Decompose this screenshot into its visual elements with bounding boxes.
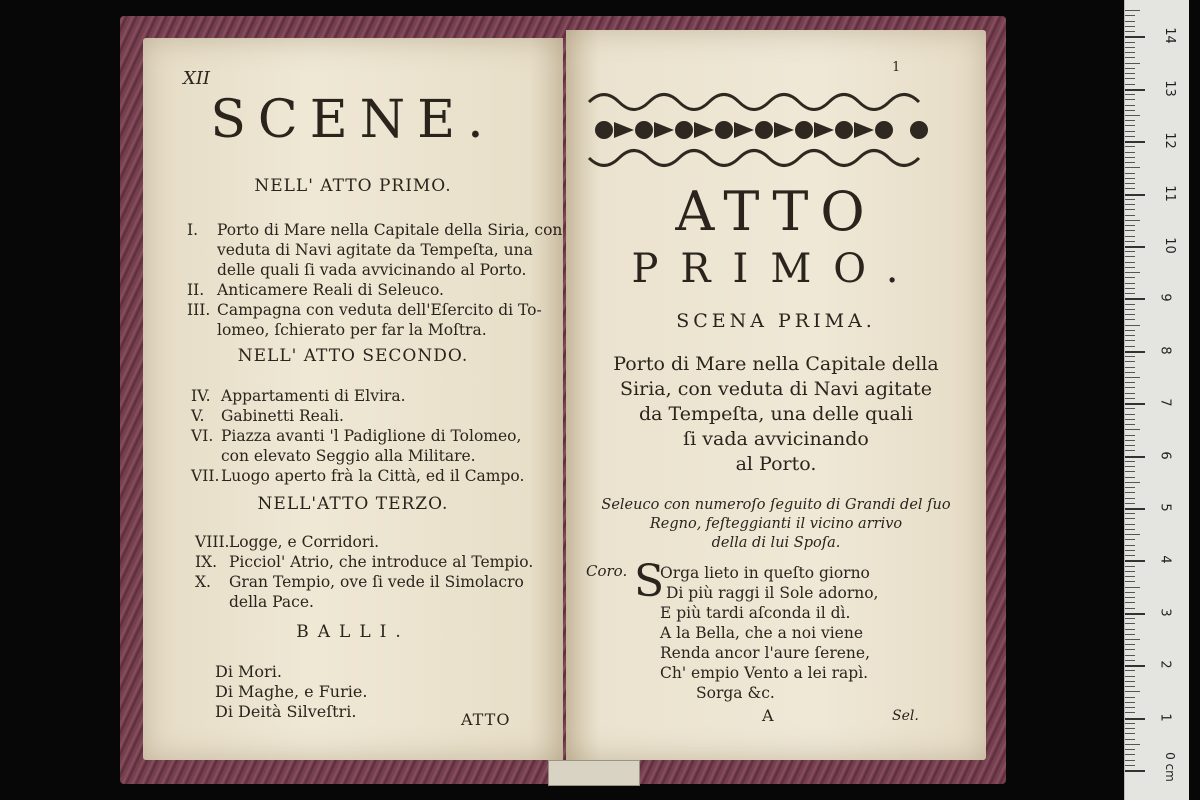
ruler-tick (1125, 670, 1135, 671)
ruler-tick (1125, 408, 1135, 409)
ruler-tick (1125, 639, 1140, 640)
ballo-item: Di Mori. (215, 662, 282, 681)
ruler-number: 3 (1157, 608, 1173, 617)
ruler-tick (1125, 335, 1135, 336)
ruler-tick (1125, 576, 1135, 577)
ruler-tick (1125, 655, 1135, 656)
ruler-tick (1125, 173, 1135, 174)
ruler-number: 6 (1157, 450, 1173, 460)
ruler-tick (1125, 262, 1135, 263)
ruler-tick (1125, 487, 1135, 488)
ruler-tick (1125, 136, 1135, 137)
setting-line: al Porto. (735, 453, 817, 475)
ruler-tick (1125, 419, 1135, 420)
scene-entry: VI. Piazza avanti 'l Padiglione di Tolomeo, (191, 427, 522, 445)
ruler-tick (1125, 157, 1135, 158)
ruler-tick (1125, 477, 1135, 478)
scene-entry: III. Campagna con veduta dell'Eſercito di To- (187, 301, 542, 319)
ruler-tick (1125, 623, 1135, 624)
ruler-tick (1125, 52, 1135, 53)
setting-line: Porto di Mare nella Capitale della (613, 353, 939, 375)
ruler-tick (1125, 319, 1135, 320)
page-number: 1 (892, 60, 901, 75)
ruler-tick (1125, 450, 1135, 451)
act-three-heading: NELL'ATTO TERZO. (257, 494, 449, 514)
ruler-tick (1125, 89, 1145, 91)
ruler-tick (1125, 267, 1135, 268)
ruler-number: 11 (1161, 184, 1177, 202)
ruler-tick (1125, 644, 1135, 645)
catchword: ATTO (461, 710, 511, 729)
ruler-tick (1125, 739, 1135, 740)
ruler-tick (1125, 199, 1135, 200)
ruler-tick (1125, 545, 1135, 546)
verse-line: Di più raggi il Sole adorno, (666, 584, 879, 602)
ruler-tick (1125, 68, 1135, 69)
ruler-tick (1125, 314, 1135, 315)
ruler-tick (1125, 346, 1135, 347)
ruler-tick (1125, 361, 1135, 362)
scene-list-title: SCENE. (210, 90, 496, 150)
ruler-tick (1125, 167, 1140, 168)
ruler-tick (1125, 246, 1145, 248)
ruler-tick (1125, 47, 1135, 48)
signature-mark: A (762, 706, 774, 725)
act-one-heading: NELL' ATTO PRIMO. (254, 176, 452, 196)
ruler-tick (1125, 424, 1135, 425)
ruler-tick (1125, 728, 1135, 729)
ruler-tick (1125, 105, 1135, 106)
ruler-tick (1125, 707, 1135, 708)
ruler-tick (1125, 330, 1135, 331)
ruler-tick (1125, 204, 1135, 205)
ruler-tick (1125, 10, 1140, 11)
ruler-tick (1125, 760, 1135, 761)
ruler-tick (1125, 581, 1135, 582)
ruler-tick (1125, 634, 1135, 635)
ruler-tick (1125, 587, 1140, 588)
ruler-tick (1125, 435, 1135, 436)
ruler-tick (1125, 770, 1145, 772)
ruler-tick (1125, 272, 1140, 273)
act-title-number: PRIMO. (631, 246, 921, 292)
page-mark: XII (183, 68, 211, 89)
ruler-tick (1125, 461, 1135, 462)
scene-entry-cont: della Pace. (229, 593, 314, 611)
ruler-tick (1125, 524, 1135, 525)
ruler-tick (1125, 665, 1145, 667)
ruler-tick (1125, 660, 1135, 661)
ruler-tick (1125, 749, 1135, 750)
ruler-tick (1125, 398, 1135, 399)
ruler-tick (1125, 277, 1135, 278)
speaker-label: Coro. (586, 562, 628, 580)
ruler-tick (1125, 712, 1135, 713)
ruler-tick (1125, 377, 1140, 378)
ruler-tick (1125, 681, 1135, 682)
ruler-tick (1125, 702, 1135, 703)
ruler-tick (1125, 744, 1140, 745)
ruler-tick (1125, 560, 1145, 562)
ruler-number: 13 (1161, 80, 1177, 97)
measurement-ruler (1124, 0, 1189, 800)
ruler-tick (1125, 356, 1135, 357)
ruler-tick (1125, 718, 1145, 720)
ruler-tick (1125, 566, 1135, 567)
ruler-tick (1125, 298, 1145, 300)
stage-direction: della di lui Spoſa. (711, 535, 841, 551)
ruler-unit-label: 0 cm (1162, 752, 1177, 782)
ruler-tick (1125, 215, 1135, 216)
balli-heading: BALLI. (296, 622, 410, 642)
scene-entry: X. Gran Tempio, ove ſi vede il Simolacro (195, 573, 524, 591)
scene-entry-cont: lomeo, ſchierato per far la Moſtra. (217, 321, 487, 339)
ruler-tick (1125, 26, 1135, 27)
ruler-tick (1125, 15, 1135, 16)
ruler-tick (1125, 382, 1135, 383)
ruler-number: 9 (1157, 293, 1173, 303)
ruler-tick (1125, 503, 1135, 504)
ruler-tick (1125, 508, 1145, 510)
ruler-tick (1125, 84, 1135, 85)
ruler-tick (1125, 73, 1135, 74)
ruler-tick (1125, 325, 1140, 326)
ruler-tick (1125, 188, 1135, 189)
book-spine (548, 760, 640, 786)
ruler-tick (1125, 518, 1135, 519)
ruler-tick (1125, 99, 1135, 100)
ruler-number: 4 (1157, 555, 1173, 565)
ruler-tick (1125, 141, 1145, 143)
ruler-tick (1125, 162, 1135, 163)
drop-cap: S (634, 556, 665, 607)
ruler-tick (1125, 571, 1135, 572)
scene-entry-cont: delle quali ſi vada avvicinando al Porto. (217, 261, 527, 279)
ruler-tick (1125, 42, 1135, 43)
ruler-tick (1125, 602, 1135, 603)
ruler-tick (1125, 367, 1135, 368)
ruler-tick (1125, 592, 1135, 593)
ruler-tick (1125, 372, 1135, 373)
ruler-tick (1125, 555, 1135, 556)
ruler-tick (1125, 194, 1145, 196)
ruler-tick (1125, 456, 1145, 458)
ruler-tick (1125, 723, 1135, 724)
ruler-tick (1125, 498, 1135, 499)
ruler-tick (1125, 550, 1135, 551)
verse-line: Ch' empio Vento a lei rapì. (660, 664, 869, 682)
ruler-tick (1125, 513, 1135, 514)
ruler-tick (1125, 63, 1140, 64)
ruler-tick (1125, 94, 1135, 95)
ruler-tick (1125, 183, 1135, 184)
setting-line: da Tempeſta, una delle quali (638, 403, 914, 425)
ruler-tick (1125, 686, 1135, 687)
ruler-tick (1125, 492, 1135, 493)
ruler-tick (1125, 220, 1140, 221)
ruler-tick (1125, 608, 1135, 609)
ruler-tick (1125, 471, 1135, 472)
ruler-tick (1125, 152, 1135, 153)
ruler-number: 8 (1157, 346, 1173, 355)
ruler-tick (1125, 676, 1135, 677)
ruler-tick (1125, 613, 1145, 615)
ruler-number: 12 (1161, 132, 1177, 149)
stage-direction: Seleuco con numeroſo ſeguito di Grandi del ſuo (601, 497, 951, 513)
ruler-number: 1 (1157, 712, 1173, 722)
ruler-tick (1125, 146, 1135, 147)
ruler-tick (1125, 539, 1135, 540)
ruler-tick (1125, 110, 1135, 111)
ruler-tick (1125, 293, 1135, 294)
ruler-tick (1125, 36, 1145, 38)
scene-entry: IX. Picciol' Atrio, che introduce al Tempio. (195, 553, 534, 571)
scene-entry: I. Porto di Mare nella Capitale della Siria, con (187, 221, 563, 239)
ruler-tick (1125, 251, 1135, 252)
ruler-tick (1125, 534, 1140, 535)
ornament-headpiece (584, 82, 934, 178)
ruler-tick (1125, 178, 1135, 179)
scene-entry: VII. Luogo aperto frà la Città, ed il Campo. (191, 467, 525, 485)
ruler-tick (1125, 754, 1135, 755)
ruler-tick (1125, 697, 1135, 698)
ruler-tick (1125, 288, 1135, 289)
ruler-tick (1125, 387, 1135, 388)
ruler-tick (1125, 414, 1135, 415)
verse-line: Orga lieto in queſto giorno (660, 564, 870, 582)
ruler-tick (1125, 529, 1135, 530)
ruler-tick (1125, 225, 1135, 226)
act-title: ATTO (675, 180, 877, 243)
ruler-tick (1125, 649, 1135, 650)
ruler-number: 14 (1161, 27, 1177, 45)
scene-entry: V. Gabinetti Reali. (191, 407, 344, 425)
act-two-heading: NELL' ATTO SECONDO. (237, 346, 469, 366)
ruler-tick (1125, 57, 1135, 58)
verse-line: A la Bella, che a noi viene (660, 624, 863, 642)
ruler-tick (1125, 597, 1135, 598)
scene-entry: II. Anticamere Reali di Seleuco. (187, 281, 444, 299)
ruler-tick (1125, 283, 1135, 284)
scene-entry-cont: con elevato Seggio alla Militare. (221, 447, 476, 465)
verse-line: Renda ancor l'aure ſerene, (660, 644, 871, 662)
scene-entry-cont: veduta di Navi agitate da Tempeſta, una (217, 241, 533, 259)
ruler-tick (1125, 256, 1135, 257)
ruler-tick (1125, 125, 1135, 126)
ballo-item: Di Maghe, e Furie. (215, 682, 368, 701)
ruler-tick (1125, 236, 1135, 237)
setting-line: ſi vada avvicinando (683, 428, 869, 450)
ruler-tick (1125, 115, 1140, 116)
verse-line: E più tardi aſconda il dì. (660, 604, 851, 622)
ruler-number: 5 (1157, 503, 1173, 512)
ruler-tick (1125, 403, 1145, 405)
ruler-tick (1125, 131, 1135, 132)
scene-entry: IV. Appartamenti di Elvira. (191, 387, 406, 405)
ruler-tick (1125, 309, 1135, 310)
ruler-tick (1125, 691, 1140, 692)
ruler-number: 7 (1157, 398, 1173, 407)
ruler-tick (1125, 78, 1135, 79)
ruler-number: 2 (1157, 660, 1173, 669)
ruler-tick (1125, 466, 1135, 467)
ruler-tick (1125, 393, 1135, 394)
scene-entry: VIII.Logge, e Corridori. (195, 533, 380, 551)
ballo-item: Di Deità Silveſtri. (215, 702, 357, 721)
ruler-tick (1125, 482, 1140, 483)
ruler-tick (1125, 120, 1135, 121)
catchword: Sel. (892, 708, 919, 724)
ruler-tick (1125, 241, 1135, 242)
setting-line: Siria, con veduta di Navi agitate (620, 378, 932, 400)
ruler-tick (1125, 618, 1135, 619)
ruler-tick (1125, 629, 1135, 630)
ruler-tick (1125, 31, 1135, 32)
right-page (566, 30, 986, 760)
ruler-tick (1125, 765, 1135, 766)
ruler-tick (1125, 21, 1135, 22)
ruler-tick (1125, 230, 1135, 231)
ruler-tick (1125, 351, 1145, 353)
ruler-tick (1125, 209, 1135, 210)
ruler-tick (1125, 445, 1135, 446)
ruler-number: 10 (1161, 237, 1177, 254)
ruler-tick (1125, 340, 1135, 341)
ruler-tick (1125, 304, 1135, 305)
stage-direction: Regno, feſteggianti il vicino arrivo (649, 516, 903, 532)
ruler-tick (1125, 429, 1140, 430)
ruler-tick (1125, 733, 1135, 734)
left-page (143, 38, 563, 760)
verse-line: Sorga &c. (696, 684, 775, 702)
scene-heading: SCENA PRIMA. (676, 310, 876, 332)
ruler-tick (1125, 440, 1135, 441)
